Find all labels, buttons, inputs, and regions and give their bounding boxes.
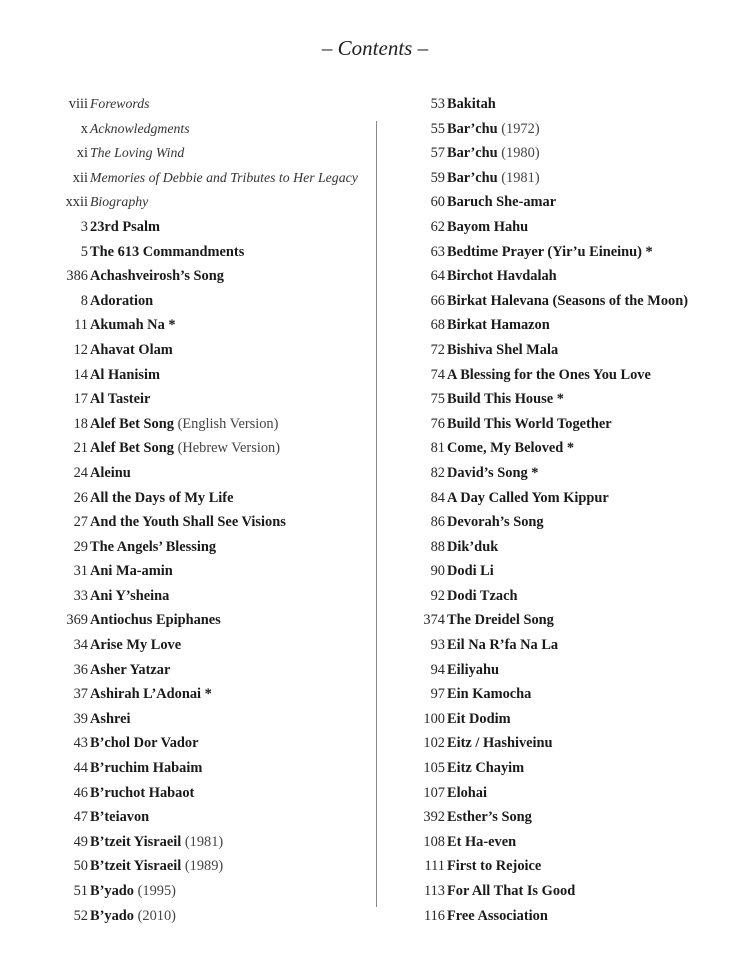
toc-entry <box>400 486 740 511</box>
toc-entry-title: B’yado <box>90 883 134 899</box>
toc-page-number: 43 <box>73 735 88 752</box>
toc-entry <box>400 854 740 879</box>
toc-entry <box>400 412 740 437</box>
toc-page-number: 29 <box>73 538 88 555</box>
toc-page-number: 72 <box>430 341 445 358</box>
toc-entry <box>40 215 370 240</box>
toc-entry <box>40 387 370 412</box>
toc-page-number: viii <box>68 96 88 112</box>
toc-entry-title: B’tzeit Yisraeil <box>90 858 182 875</box>
toc-entry <box>40 608 370 633</box>
toc-page-number: 24 <box>73 464 88 481</box>
toc-page-number: 90 <box>430 563 445 580</box>
toc-entry-title: First to Rejoice <box>447 858 542 875</box>
toc-entry-title: Arise My Love <box>90 637 182 654</box>
toc-page-number: 59 <box>430 169 445 186</box>
toc-entry <box>400 338 740 363</box>
toc-entry-title: And the Youth Shall See Visions <box>90 514 286 531</box>
toc-page-number: 86 <box>430 514 445 531</box>
toc-entry-title: Birchot Havdalah <box>447 268 557 285</box>
toc-entry <box>40 904 370 929</box>
toc-page-number: 52 <box>73 907 88 924</box>
toc-page-number: 68 <box>430 317 445 334</box>
toc-entry <box>400 117 740 142</box>
toc-entry-title: Free Association <box>447 907 548 924</box>
toc-page-number: 11 <box>74 317 88 334</box>
toc-entry <box>400 633 740 658</box>
toc-entry <box>40 412 370 437</box>
toc-entry-title: Bakitah <box>447 96 496 112</box>
toc-entry-title: B’teiavon <box>90 809 150 826</box>
toc-page-number: 105 <box>423 760 445 777</box>
toc-entry-title: Bar’chu <box>447 145 498 162</box>
toc-entry <box>400 559 740 584</box>
toc-page-number: xi <box>76 145 88 162</box>
toc-entry-title: Dodi Li <box>447 563 494 580</box>
toc-page-number: 102 <box>423 735 445 752</box>
toc-entry <box>400 756 740 781</box>
toc-entry-title: Alef Bet Song <box>90 440 174 457</box>
toc-entry-title: For All That Is Good <box>447 883 576 899</box>
toc-page-number: 50 <box>73 858 88 875</box>
toc-entry <box>400 166 740 191</box>
toc-entry-title: Alef Bet Song <box>90 415 174 432</box>
toc-entry <box>40 486 370 511</box>
toc-entry-title: Dik’duk <box>447 538 499 555</box>
toc-page-number: 34 <box>73 637 88 654</box>
toc-page-number: x <box>80 120 88 137</box>
toc-entry-title: Dodi Tzach <box>447 587 518 604</box>
toc-entry <box>400 264 740 289</box>
toc-page-number: 49 <box>73 833 88 850</box>
toc-entry <box>400 682 740 707</box>
toc-entry-title: Et Ha-even <box>447 833 517 850</box>
toc-entry-title: B’yado <box>90 907 134 924</box>
toc-page-number: 66 <box>430 292 445 309</box>
toc-entry-title: Birkat Halevana (Seasons of the Moon) <box>447 292 689 309</box>
toc-entry <box>400 461 740 486</box>
toc-left-column <box>40 92 370 928</box>
toc-entry-note: (1981) <box>501 169 540 186</box>
toc-entry-title: Acknowledgments <box>90 120 190 136</box>
toc-entry-title: Ani Ma-amin <box>90 563 173 580</box>
toc-entry <box>40 584 370 609</box>
toc-entry-title: B’chol Dor Vador <box>90 735 199 752</box>
toc-entry <box>40 633 370 658</box>
toc-entry <box>40 879 370 904</box>
toc-page-number: 3 <box>80 218 88 235</box>
toc-entry-title: All the Days of My Life <box>90 489 234 506</box>
toc-page-number: 39 <box>73 710 88 727</box>
toc-page-number: 44 <box>73 760 88 777</box>
toc-entry <box>400 805 740 830</box>
toc-entry-note: (1995) <box>137 883 176 899</box>
toc-entry <box>400 830 740 855</box>
toc-entry <box>400 904 740 929</box>
toc-entry-title: The Dreidel Song <box>447 612 554 629</box>
toc-page-number: 88 <box>430 538 445 555</box>
toc-page-number: 17 <box>73 391 88 408</box>
toc-entry <box>400 387 740 412</box>
toc-entry-title: Come, My Beloved * <box>447 440 575 457</box>
contents-title: – Contents – <box>321 36 429 60</box>
toc-page-number: 107 <box>423 784 445 801</box>
toc-entry-title: Adoration <box>90 292 154 309</box>
toc-entry <box>400 731 740 756</box>
toc-entry-title: Ashirah L’Adonai * <box>90 686 212 703</box>
toc-entry-title: Ahavat Olam <box>90 341 173 358</box>
toc-entry <box>400 436 740 461</box>
toc-page-number: 18 <box>73 415 88 432</box>
toc-page-number: 37 <box>73 686 88 703</box>
toc-entry-title: Antiochus Epiphanes <box>90 612 221 629</box>
toc-page-number: 8 <box>80 292 88 309</box>
toc-page-number: 108 <box>423 833 445 850</box>
toc-entry <box>400 92 740 117</box>
toc-entry-title: A Day Called Yom Kippur <box>447 489 609 506</box>
toc-entry <box>40 141 370 166</box>
toc-entry <box>400 658 740 683</box>
toc-entry-title: B’ruchot Habaot <box>90 784 195 801</box>
toc-entry-title: Esther’s Song <box>447 809 532 826</box>
toc-page-number: 97 <box>430 686 445 703</box>
toc-page-number: 47 <box>73 809 88 826</box>
toc-entry-title: Build This World Together <box>447 415 612 432</box>
toc-entry-title: Achashveirosh’s Song <box>90 268 224 285</box>
toc-entry <box>40 436 370 461</box>
toc-page-number: 60 <box>430 194 445 211</box>
toc-entry-title: Ani Y’sheina <box>90 587 170 604</box>
toc-entry-note: (English Version) <box>177 415 279 432</box>
toc-entry <box>400 584 740 609</box>
toc-page-number: 55 <box>430 120 445 137</box>
toc-entry-note: (1972) <box>501 120 540 137</box>
toc-entry-title: Bayom Hahu <box>447 218 529 235</box>
toc-page-number: 374 <box>423 612 445 629</box>
toc-page-number: 113 <box>423 883 445 899</box>
toc-entry <box>40 854 370 879</box>
toc-entry-note: (Hebrew Version) <box>177 440 280 457</box>
toc-entry <box>40 658 370 683</box>
toc-entry-title: Memories of Debbie and Tributes to Her Legacy <box>90 169 358 185</box>
toc-page-number: 53 <box>430 96 445 112</box>
toc-page-number: 51 <box>73 883 88 899</box>
toc-entry <box>40 535 370 560</box>
toc-page-number: 27 <box>73 514 88 531</box>
toc-entry <box>400 141 740 166</box>
toc-page-number: 63 <box>430 243 445 260</box>
toc-page-number: 82 <box>430 464 445 481</box>
toc-entry-note: (2010) <box>137 907 176 924</box>
toc-page-number: 93 <box>430 637 445 654</box>
toc-entry-title: Build This House * <box>447 391 564 408</box>
toc-page-number: 94 <box>430 661 445 678</box>
toc-entry <box>400 215 740 240</box>
toc-entry <box>400 313 740 338</box>
toc-entry-title: Eitz / Hashiveinu <box>447 735 553 752</box>
toc-entry <box>40 190 370 215</box>
toc-entry <box>400 707 740 732</box>
toc-entry <box>400 190 740 215</box>
toc-page-number: 392 <box>423 809 445 826</box>
toc-page-number: 26 <box>73 489 88 506</box>
toc-entry <box>400 510 740 535</box>
toc-entry <box>40 166 370 191</box>
toc-entry <box>40 117 370 142</box>
toc-entry-title: 23rd Psalm <box>90 218 160 235</box>
toc-entry <box>400 240 740 265</box>
toc-entry-note: (1989) <box>184 858 224 875</box>
toc-page-number: 74 <box>430 366 445 383</box>
toc-page-number: 33 <box>73 587 88 604</box>
toc-entry <box>40 338 370 363</box>
toc-page-number: 111 <box>424 858 445 875</box>
toc-entry <box>40 559 370 584</box>
toc-entry-title: B’ruchim Habaim <box>90 760 203 777</box>
toc-entry-title: Birkat Hamazon <box>447 317 550 334</box>
toc-page-number: 31 <box>73 563 88 580</box>
toc-page-number: 76 <box>430 415 445 432</box>
toc-entry-title: Ein Kamocha <box>447 686 532 703</box>
toc-entry <box>400 289 740 314</box>
toc-page-number: 92 <box>430 587 445 604</box>
toc-page-number: 386 <box>66 268 88 285</box>
toc-entry <box>400 781 740 806</box>
toc-page-number: 5 <box>80 243 88 260</box>
toc-page-number: 57 <box>430 145 445 162</box>
toc-entry-title: Eil Na R’fa Na La <box>447 637 559 654</box>
toc-entry-title: A Blessing for the Ones You Love <box>447 366 651 383</box>
toc-entry-title: Eit Dodim <box>447 710 511 727</box>
toc-entry <box>40 756 370 781</box>
toc-entry <box>400 879 740 904</box>
toc-right-column <box>400 92 740 928</box>
toc-entry-title: The 613 Commandments <box>90 243 245 260</box>
toc-entry <box>40 92 370 117</box>
toc-entry-note: (1981) <box>184 833 224 850</box>
toc-page-number: 14 <box>73 366 88 383</box>
toc-entry <box>40 781 370 806</box>
toc-entry <box>40 510 370 535</box>
toc-page-number: 46 <box>73 784 88 801</box>
toc-entry <box>40 313 370 338</box>
toc-entry-title: Eitz Chayim <box>447 760 525 777</box>
toc-entry <box>40 461 370 486</box>
toc-entry <box>40 264 370 289</box>
toc-entry-title: Bishiva Shel Mala <box>447 341 559 358</box>
toc-page-number: 75 <box>430 391 445 408</box>
toc-page-number: 84 <box>430 489 445 506</box>
toc-entry-title: Bar’chu <box>447 169 498 186</box>
toc-page-number: xii <box>72 169 88 186</box>
toc-entry <box>40 682 370 707</box>
toc-entry-title: Aleinu <box>90 464 131 481</box>
toc-entry-title: Forewords <box>90 96 150 111</box>
toc-entry-title: Bar’chu <box>447 120 498 137</box>
toc-page-number: 100 <box>423 710 445 727</box>
toc-entry-title: B’tzeit Yisraeil <box>90 833 182 850</box>
toc-entry <box>40 363 370 388</box>
toc-page-number: 21 <box>73 440 88 457</box>
toc-entry <box>40 830 370 855</box>
toc-entry <box>40 289 370 314</box>
toc-page-number: 369 <box>66 612 88 629</box>
toc-entry-title: The Loving Wind <box>90 145 185 161</box>
toc-page-number: 62 <box>430 218 445 235</box>
toc-entry <box>400 363 740 388</box>
column-divider <box>376 121 377 907</box>
toc-entry-title: Bedtime Prayer (Yir’u Eineinu) * <box>447 243 653 260</box>
toc-page-number: 64 <box>430 268 445 285</box>
toc-entry-title: Akumah Na * <box>90 317 176 334</box>
toc-entry-title: Al Hanisim <box>90 366 160 383</box>
toc-entry-title: The Angels’ Blessing <box>90 538 217 555</box>
toc-entry <box>400 535 740 560</box>
toc-page-number: 81 <box>430 440 445 457</box>
toc-entry-note: (1980) <box>501 145 540 162</box>
toc-entry-title: Baruch She-amar <box>447 194 557 211</box>
toc-page-number: 36 <box>73 661 88 678</box>
toc-entry-title: Eiliyahu <box>447 661 499 678</box>
toc-entry <box>40 707 370 732</box>
toc-entry-title: Ashrei <box>90 710 131 727</box>
toc-entry-title: Al Tasteir <box>90 391 151 408</box>
toc-entry <box>40 731 370 756</box>
toc-entry-title: Biography <box>90 194 149 210</box>
toc-entry-title: Devorah’s Song <box>447 514 544 531</box>
toc-page-number: xxii <box>65 194 88 211</box>
toc-entry <box>40 240 370 265</box>
toc-entry-title: David’s Song * <box>447 464 539 481</box>
toc-page-number: 12 <box>73 341 88 358</box>
toc-page-number: 116 <box>423 907 445 924</box>
toc-entry-title: Asher Yatzar <box>90 661 171 678</box>
toc-entry-title: Elohai <box>447 784 487 801</box>
toc-entry <box>400 608 740 633</box>
toc-entry <box>40 805 370 830</box>
